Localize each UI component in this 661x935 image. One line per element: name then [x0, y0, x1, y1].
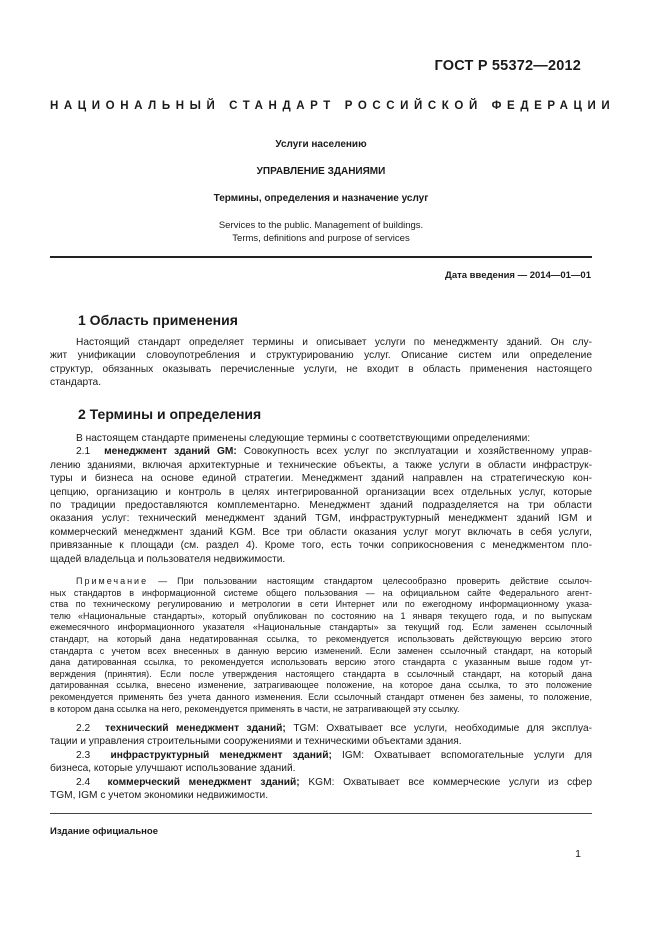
text-line: щадей владельца и пользователя недвижимости. — [50, 553, 286, 565]
text-line: коммерческий менеджмент зданий KGM. Все три области оказания услуг могут включать в себя услуги, — [50, 526, 592, 538]
standard-subtitle: Термины, определения и назначение услуг — [213, 193, 429, 204]
terms-2-2-to-2-4 — [50, 722, 592, 802]
section-2-heading: 2 Термины и определения — [78, 406, 262, 422]
note-label: Примечание — [76, 576, 149, 586]
note-line: датированная ссылка, внесено изменение, затрагивающее положение, на которое дана ссылка, то это положение — [50, 680, 592, 691]
section-2-body — [50, 432, 592, 566]
note-line: рекомендуется применять без учета данного изменения. Если ссылочный стандарт отменен без замены, то положение, — [50, 691, 592, 702]
text-line: цепцию, организацию и контроль в целях интегрированной организации всех отдельных услуг, которые — [50, 486, 592, 498]
text-line: оказания услуг: технический менеджмент зданий TGM, инфраструктурный менеджмент зданий IGM и — [50, 513, 592, 525]
footer-divider — [50, 813, 592, 814]
text-line: по традиции предоставляются комплементарно. Менеджмент зданий подразделяется на три области — [50, 500, 592, 512]
term-2-2-first-line — [50, 722, 592, 735]
term-2-1-first-line — [50, 445, 592, 458]
term-definition: KGM: Охватывает все коммерческие услуги из сфер — [299, 776, 592, 788]
section-2-intro: В настоящем стандарте применены следующие термины с соответствующими определениями: — [76, 433, 531, 444]
note-block — [50, 576, 592, 715]
note-line: стандарт, на который дана недатированная ссылка, то рекомендуется использовать действующую версию этого — [50, 633, 592, 644]
note-line: ных стандартов в информационной системе общего пользования — на официальном сайте Федерального агент- — [50, 587, 592, 598]
text-line: туры и бизнеса на основе единой стратегии. Менеджмент зданий направлен на стратегическую кон- — [50, 473, 592, 485]
english-title-line-2: Terms, definitions and purpose of services — [232, 233, 410, 244]
header-divider — [50, 256, 592, 258]
term-name: менеджмент зданий GM: — [104, 446, 237, 458]
text-line: TGM, IGM с учетом экономики недвижимости. — [50, 790, 269, 802]
introduction-date: Дата введения — 2014—01—01 — [445, 270, 591, 281]
term-number: 2.3 — [76, 749, 91, 761]
english-title-line-1: Services to the public. Management of buildings. — [218, 220, 424, 231]
term-definition: Совокупность всех услуг по эксплуатации и хозяйственному управ- — [243, 446, 592, 458]
term-number: 2.4 — [76, 776, 91, 788]
national-standard-banner: НАЦИОНАЛЬНЫЙ СТАНДАРТ РОССИЙСКОЙ ФЕДЕРАЦИИ — [50, 100, 616, 112]
term-definition: IGM: Охватывает вспомогательные услуги для — [331, 749, 592, 761]
page-number: 1 — [575, 848, 581, 860]
text-line: лению зданиями, включая архитектурные и технические объекты, а также услуги в области инфраструк- — [50, 459, 592, 471]
note-first-line — [50, 576, 592, 588]
note-line: ежемесячного информационного указателя «Национальные стандарты» за текущий год. Если заменен ссылочный — [50, 622, 592, 633]
term-name: технический менеджмент зданий; — [105, 723, 286, 734]
text-line: Настоящий стандарт определяет термины и описывает услуги по менеджменту зданий. Он слу- — [76, 337, 592, 348]
text-line: привязанные к площади (см. раздел 4). Кроме того, есть точки соприкосновения с менеджментом пло- — [50, 540, 592, 552]
note-line: стандарта с учетом всех внесенных в данную версию изменений. Если заменен ссылочный стандарт, на который — [50, 645, 592, 656]
text-line: тации и управления строительными сооружениями и техническими объектами здания. — [50, 736, 462, 748]
term-number: 2.2 — [76, 723, 91, 734]
term-name: инфраструктурный менеджмент зданий; — [110, 749, 332, 761]
term-2-3-first-line — [50, 749, 592, 762]
official-edition-label: Издание официальное — [50, 826, 158, 837]
note-line: дана датированная ссылка, то рекомендуется использовать версию этого стандарта с указанным выше годом ут- — [50, 657, 592, 668]
text-line: стандарта. — [50, 377, 102, 389]
term-name: коммерческий менеджмент зданий; — [107, 776, 300, 788]
text-line: жит унификации словоупотребления и структурированию услуг. Описание систем или определение — [50, 350, 592, 362]
note-line: в котором дана ссылка на него, рекомендуется применять в части, не затрагивающей эту ссылку. — [50, 703, 460, 714]
text-line: бизнеса, которые улучшают использование зданий. — [50, 763, 296, 775]
term-2-4-first-line — [50, 776, 592, 789]
term-number: 2.1 — [76, 446, 91, 458]
text-line: структур, обязанных оказывать перечисленные услуги, не входит в область применения настоящего — [50, 363, 592, 375]
standard-title: УПРАВЛЕНИЕ ЗДАНИЯМИ — [256, 166, 386, 177]
section-1-paragraph — [50, 336, 592, 390]
note-text: — При пользовании настоящим стандартом целесообразно проверить действие ссылоч- — [148, 576, 592, 586]
note-line: ства по техническому регулированию и метрологии в сети Интернет или по ежегодному информационному указа- — [50, 599, 592, 610]
note-line: верждения (принятия). Если после утверждения настоящего стандарта в ссылочный стандарт, на который дана — [50, 668, 592, 679]
standard-category: Услуги населению — [275, 139, 367, 150]
note-line: телю «Национальные стандарты», который опубликован по состоянию на 1 января текущего года, и по выпускам — [50, 610, 592, 621]
section-1-heading: 1 Область применения — [78, 312, 238, 328]
gost-number: ГОСТ Р 55372—2012 — [434, 58, 581, 74]
term-definition: TGM: Охватывает все услуги, необходимые для эксплуа- — [285, 723, 592, 734]
